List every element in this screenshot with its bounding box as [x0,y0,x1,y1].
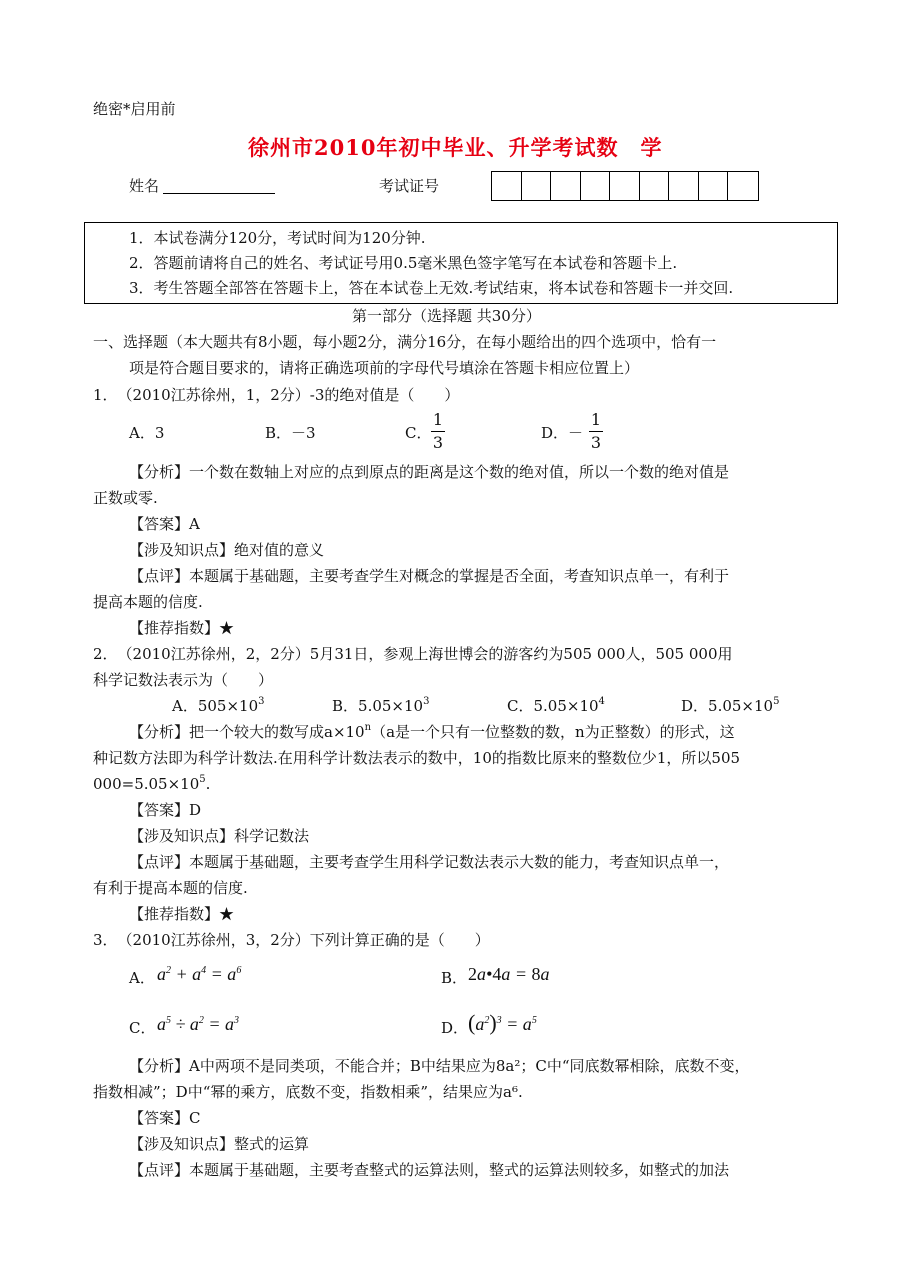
q3-option-b-formula: 2a•4a = 8a [468,964,550,984]
cert-cell[interactable] [492,172,522,200]
notice-item: 1．本试卷满分120分，考试时间为120分钟. [129,229,426,247]
q1-rating: 【推荐指数】★ [129,619,235,637]
q1-knowledge: 【涉及知识点】绝对值的意义 [129,541,325,559]
secret-label: 绝密*启用前 [93,100,176,118]
name-underline[interactable] [163,193,275,194]
q1-fraction-d: 1 3 [590,410,602,452]
q2-option-b[interactable]: B．$5.05\times 10^3$ [332,696,430,715]
q3-option-a-formula: $a^2 + a^4 = a^6$ [157,964,242,984]
q3-stem: 3． （2010江苏徐州，3，2分）下列计算正确的是（ ） [93,931,490,949]
notice-item: 3．考生答题全部答在答题卡上，答在本试卷上无效.考试结束，将本试卷和答题卡一并交回. [129,279,734,297]
cert-cell[interactable] [522,172,552,200]
q2-analysis-end: $000=5.05\times 10^5$. [93,774,211,793]
q1-stem: 1． （2010江苏徐州，1，2分）-3的绝对值是（ ） [93,386,460,404]
q2-analysis: 【分析】把一个较大的数写成$a\times 10^n(a$是一个只有一位整数的数，n为正整数）的形式，这 [129,722,735,741]
name-label: 姓名 [129,177,160,195]
part-title: 第一部分（选择题 共30分） [352,307,541,325]
q2-knowledge: 【涉及知识点】科学记数法 [129,827,310,845]
q3-option-c-label[interactable]: C． [129,1019,156,1037]
q3-option-d-label[interactable]: D． [441,1019,469,1037]
q2-rating: 【推荐指数】★ [129,905,235,923]
q2-stem-cont: 科学记数法表示为（ ） [93,671,274,689]
q3-option-c-formula: $a^5 \div a^2 = a^3$ [157,1014,240,1034]
q2-option-d[interactable]: D．$5.05\times 10^5$ [681,696,780,715]
q3-option-a-label[interactable]: A． [129,969,155,987]
notice-item: 2．答题前请将自己的姓名、考试证号用0.5毫米黑色签字笔写在本试卷和答题卡上. [129,254,678,272]
q2-review-cont: 有利于提高本题的信度. [93,879,248,897]
cert-cell[interactable] [610,172,640,200]
cert-cell[interactable] [581,172,611,200]
cert-cell[interactable] [699,172,729,200]
section-heading-cont: 项是符合题目要求的，请将正确选项前的字母代号填涂在答题卡相应位置上） [129,359,640,377]
q1-option-a[interactable]: A．3 [129,424,165,442]
q1-answer: 【答案】A [129,515,200,533]
q1-review: 【点评】本题属于基础题，主要考查学生对概念的掌握是否全面，考查知识点单一，有利于 [129,567,730,585]
q3-option-d-formula: $(a^2)^3 = a^5$ [468,1010,537,1035]
cert-cell[interactable] [551,172,581,200]
q1-option-c[interactable]: C． [405,424,432,442]
q3-option-b-label[interactable]: B． [441,969,468,987]
q2-answer: 【答案】D [129,801,202,819]
q1-review-cont: 提高本题的信度. [93,593,203,611]
q3-analysis-cont: 指数相减”；D中“幂的乘方，底数不变，指数相乘”，结果应为a⁶. [93,1083,523,1101]
q1-option-b[interactable]: B．－3 [265,424,316,442]
q2-analysis-cont: 种记数方法即为科学计数法.在用科学计数法表示的数中，10的指数比原来的整数位少1，所以505 [93,749,741,767]
q1-fraction-c: 1 3 [432,410,444,452]
q2-review: 【点评】本题属于基础题，主要考查学生用科学记数法表示大数的能力，考查知识点单一， [129,853,730,871]
page-title: 徐州市2010年初中毕业、升学考试数 学 [248,135,663,160]
q1-analysis: 【分析】一个数在数轴上对应的点到原点的距离是这个数的绝对值，所以一个数的绝对值是 [129,463,730,481]
q1-analysis-cont: 正数或零. [93,489,158,507]
q2-option-c[interactable]: C．$5.05\times 10^4$ [507,696,605,715]
q3-knowledge: 【涉及知识点】整式的运算 [129,1135,310,1153]
cert-number-grid[interactable] [491,171,759,201]
section-heading: 一、选择题（本大题共有8小题，每小题2分，满分16分，在每小题给出的四个选项中，恰有一 [93,333,717,351]
q3-review: 【点评】本题属于基础题，主要考查整式的运算法则，整式的运算法则较多，如整式的加法 [129,1161,730,1179]
q2-stem: 2． （2010江苏徐州，2，2分）5月31日，参观上海世博会的游客约为505 000人，505 000用 [93,645,733,663]
cert-cell[interactable] [669,172,699,200]
q1-option-d[interactable]: D．－ [541,424,584,442]
q3-analysis: 【分析】A中两项不是同类项，不能合并；B中结果应为8a²；C中“同底数幂相除，底数不变， [129,1057,750,1075]
cert-label: 考试证号 [379,177,440,195]
q2-option-a[interactable]: A．$505\times 10^3$ [172,696,265,715]
q3-answer: 【答案】C [129,1109,201,1127]
cert-cell[interactable] [640,172,670,200]
cert-cell[interactable] [728,172,758,200]
